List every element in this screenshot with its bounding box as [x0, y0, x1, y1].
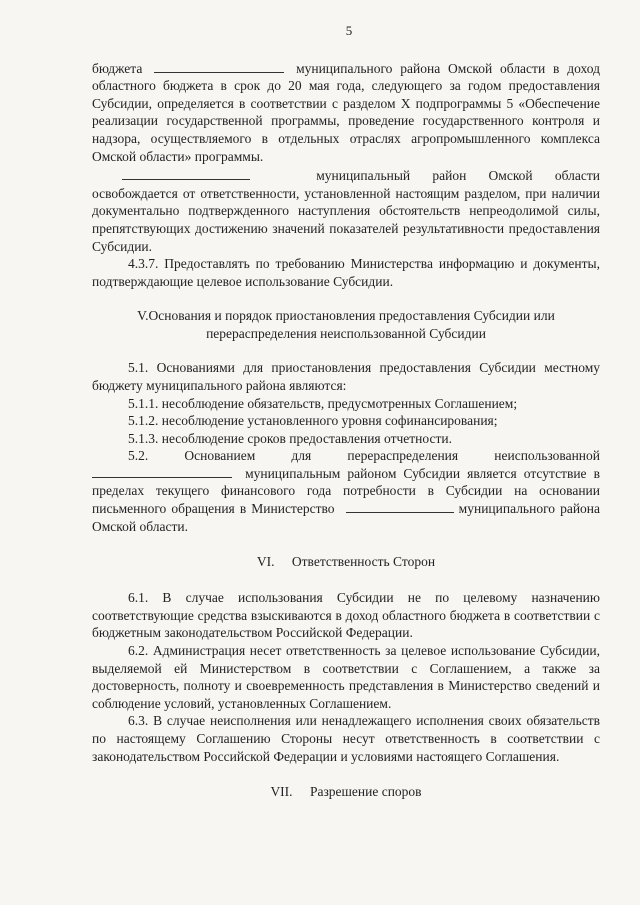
section-7-title: [92, 783, 600, 801]
clause-5-2: [92, 447, 600, 535]
clause-6-3: 6.3. В случае неисполнения или ненадлежащего исполнения своих обязательств по настоящему Соглашению Стороны несут ответственность в соответствии с законодательством Российской Федерации и условиями настоящего Соглашения.: [92, 713, 600, 764]
paragraph-4-3-7: 4.3.7. Предоставлять по требованию Министерства информацию и документы, подтверждающие целевое использование Субсидии.: [92, 256, 600, 289]
blank-field: [346, 500, 454, 513]
clause-text: муниципального района Омской области.: [92, 501, 601, 534]
paragraph-text: бюджета: [92, 60, 143, 76]
clause-5-1-1: 5.1.1. несоблюдение обязательств, предусмотренных Соглашением;: [128, 395, 518, 411]
section-7-heading: Разрешение споров: [309, 784, 422, 800]
blank-field: [122, 167, 250, 180]
section-6-title: [92, 553, 600, 571]
section-6-body: [92, 589, 600, 765]
paragraph-budget-return: [92, 60, 600, 166]
intro-block: [92, 60, 600, 291]
clause-6-1: 6.1. В случае использования Субсидии не по целевому назначению соответствующие средства взыскиваются в доход областного бюджета в соответствии с бюджетным законодательством Российской Федерации.: [92, 590, 600, 641]
section-6-heading: Ответственность Сторон: [291, 554, 436, 570]
section-7-number: VII.: [270, 784, 293, 800]
page-number: 5: [345, 23, 353, 38]
clause-5-1-3: 5.1.3. несоблюдение сроков предоставления отчетности.: [128, 430, 452, 446]
section-5-title: V.Основания и порядок приостановления предоставления Субсидии или перераспределения неиспользованной Субсидии: [137, 308, 555, 342]
paragraph-force-majeure: [92, 167, 600, 255]
clause-6-2: 6.2. Администрация несет ответственность за целевое использование Субсидии, выделяемой ей Министерством в соответствии с Соглашением, а также за достоверность, полноту и своевременность представления в Министерство сведений и соблюдение условий, установленных Соглашением.: [92, 643, 600, 711]
clause-text: муниципальным районом Субсидии является отсутствие в пределах текущего финансового года потребности в Субсидии на основании письменного обращения в Министерство: [92, 465, 600, 517]
paragraph-text: муниципальный район Омской области освобождается от ответственности, установленной настоящим разделом, при наличии документально подтвержденного наступления обстоятельств непреодолимой силы, препятствующих достижению значений показателей результативности предоставления Субсидии.: [92, 168, 601, 254]
section-6-number: VI.: [256, 554, 275, 570]
section-5-body: [92, 359, 600, 535]
clause-5-1: 5.1. Основаниями для приостановления предоставления Субсидии местному бюджету муниципального района являются:: [92, 360, 600, 393]
clause-text: 5.2. Основанием для перераспределения неиспользованной: [128, 448, 600, 464]
blank-field: [154, 60, 284, 73]
paragraph-text: муниципального района Омской области в доход областного бюджета в срок до 20 мая года, следующего за годом предоставления Субсидии, определяется в соответствии с разделом X подпрограммы 5 «Обеспечение реализации государственной программы, проведение государственного контроля и надзора, осуществляемого в отдельных отраслях агропромышленного комплекса Омской области» программы.: [92, 60, 600, 164]
blank-field: [92, 465, 232, 478]
clause-5-1-2: 5.1.2. несоблюдение установленного уровня софинансирования;: [128, 413, 498, 429]
